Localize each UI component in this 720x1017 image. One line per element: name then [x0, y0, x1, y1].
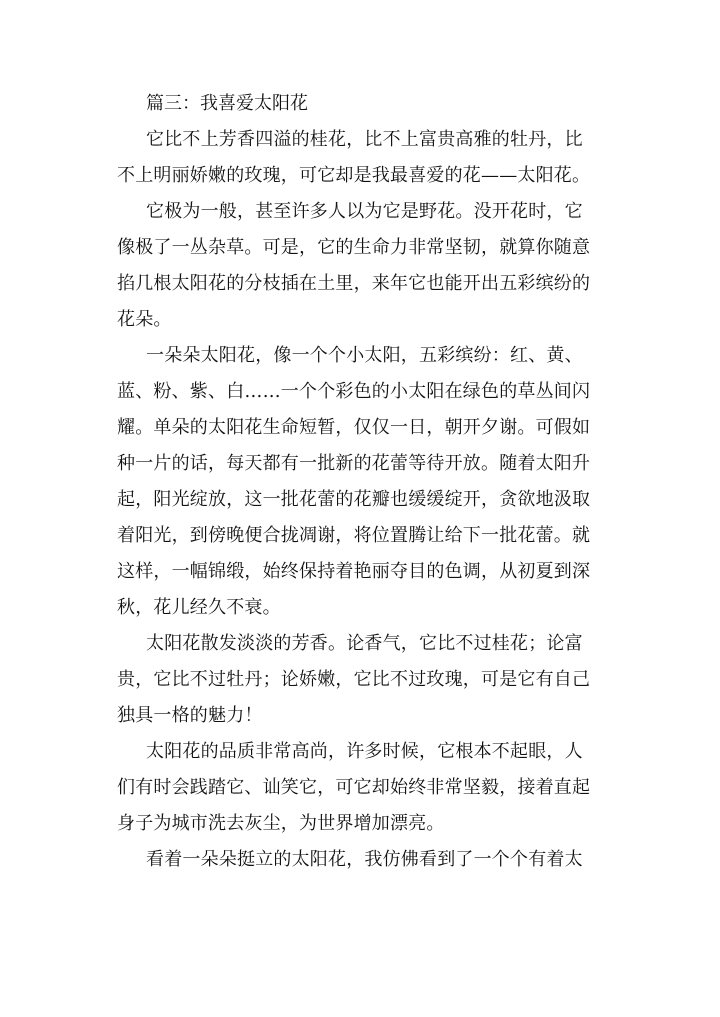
text-line: 身子为城市洗去灰尘，为世界增加漂亮。 [117, 813, 445, 834]
text-line: 蓝、粉、紫、白……一个个彩色的小太阳在绿色的草丛间闪 [117, 381, 591, 402]
paragraph [117, 338, 611, 626]
paragraph [117, 194, 611, 338]
text-line: 它比不上芳香四溢的桂花，比不上富贵高雅的牡丹，比 [146, 129, 583, 150]
text-line: 看着一朵朵挺立的太阳花，我仿佛看到了一个个有着太 [146, 849, 583, 870]
text-line: 贵，它比不过牡丹；论娇嫩，它比不过玫瑰，可是它有自己 [117, 669, 591, 690]
text-line: 们有时会践踏它、讪笑它，可它却始终非常坚毅，接着直起 [117, 777, 591, 798]
text-line: 耀。单朵的太阳花生命短暂，仅仅一日，朝开夕谢。可假如 [117, 417, 591, 438]
text-line: 太阳花的品质非常高尚，许多时候，它根本不起眼，人 [146, 741, 583, 762]
text-line: 掐几根太阳花的分枝插在土里，来年它也能开出五彩缤纷的 [117, 273, 591, 294]
paragraph [117, 122, 611, 194]
text-line: 种一片的话，每天都有一批新的花蕾等待开放。随着太阳升 [117, 453, 591, 474]
text-line: 一朵朵太阳花，像一个个小太阳，五彩缤纷：红、黄、 [146, 345, 583, 366]
paragraph-list [117, 122, 611, 878]
text-line: 秋，花儿经久不衰。 [117, 597, 281, 618]
text-line: 这样，一幅锦缎，始终保持着艳丽夺目的色调，从初夏到深 [117, 561, 591, 582]
text-line: 起，阳光绽放，这一批花蕾的花瓣也缓缓绽开，贪欲地汲取 [117, 489, 591, 510]
text-line: 不上明丽娇嫩的玫瑰，可它却是我最喜爱的花——太阳花。 [117, 165, 591, 186]
text-line: 独具一格的魅力！ [117, 705, 263, 726]
article-title: 篇三：我喜爱太阳花 [146, 93, 308, 114]
text-line: 它极为一般，甚至许多人以为它是野花。没开花时，它 [146, 201, 583, 222]
text-line: 像极了一丛杂草。可是，它的生命力非常坚韧，就算你随意 [117, 237, 591, 258]
article-body [117, 86, 611, 878]
text-line: 花朵。 [117, 309, 172, 330]
paragraph [117, 842, 611, 878]
paragraph [117, 626, 611, 734]
paragraph [117, 734, 611, 842]
text-line: 太阳花散发淡淡的芳香。论香气，它比不过桂花；论富 [146, 633, 583, 654]
text-line: 着阳光，到傍晚便合拢凋谢，将位置腾让给下一批花蕾。就 [117, 525, 591, 546]
